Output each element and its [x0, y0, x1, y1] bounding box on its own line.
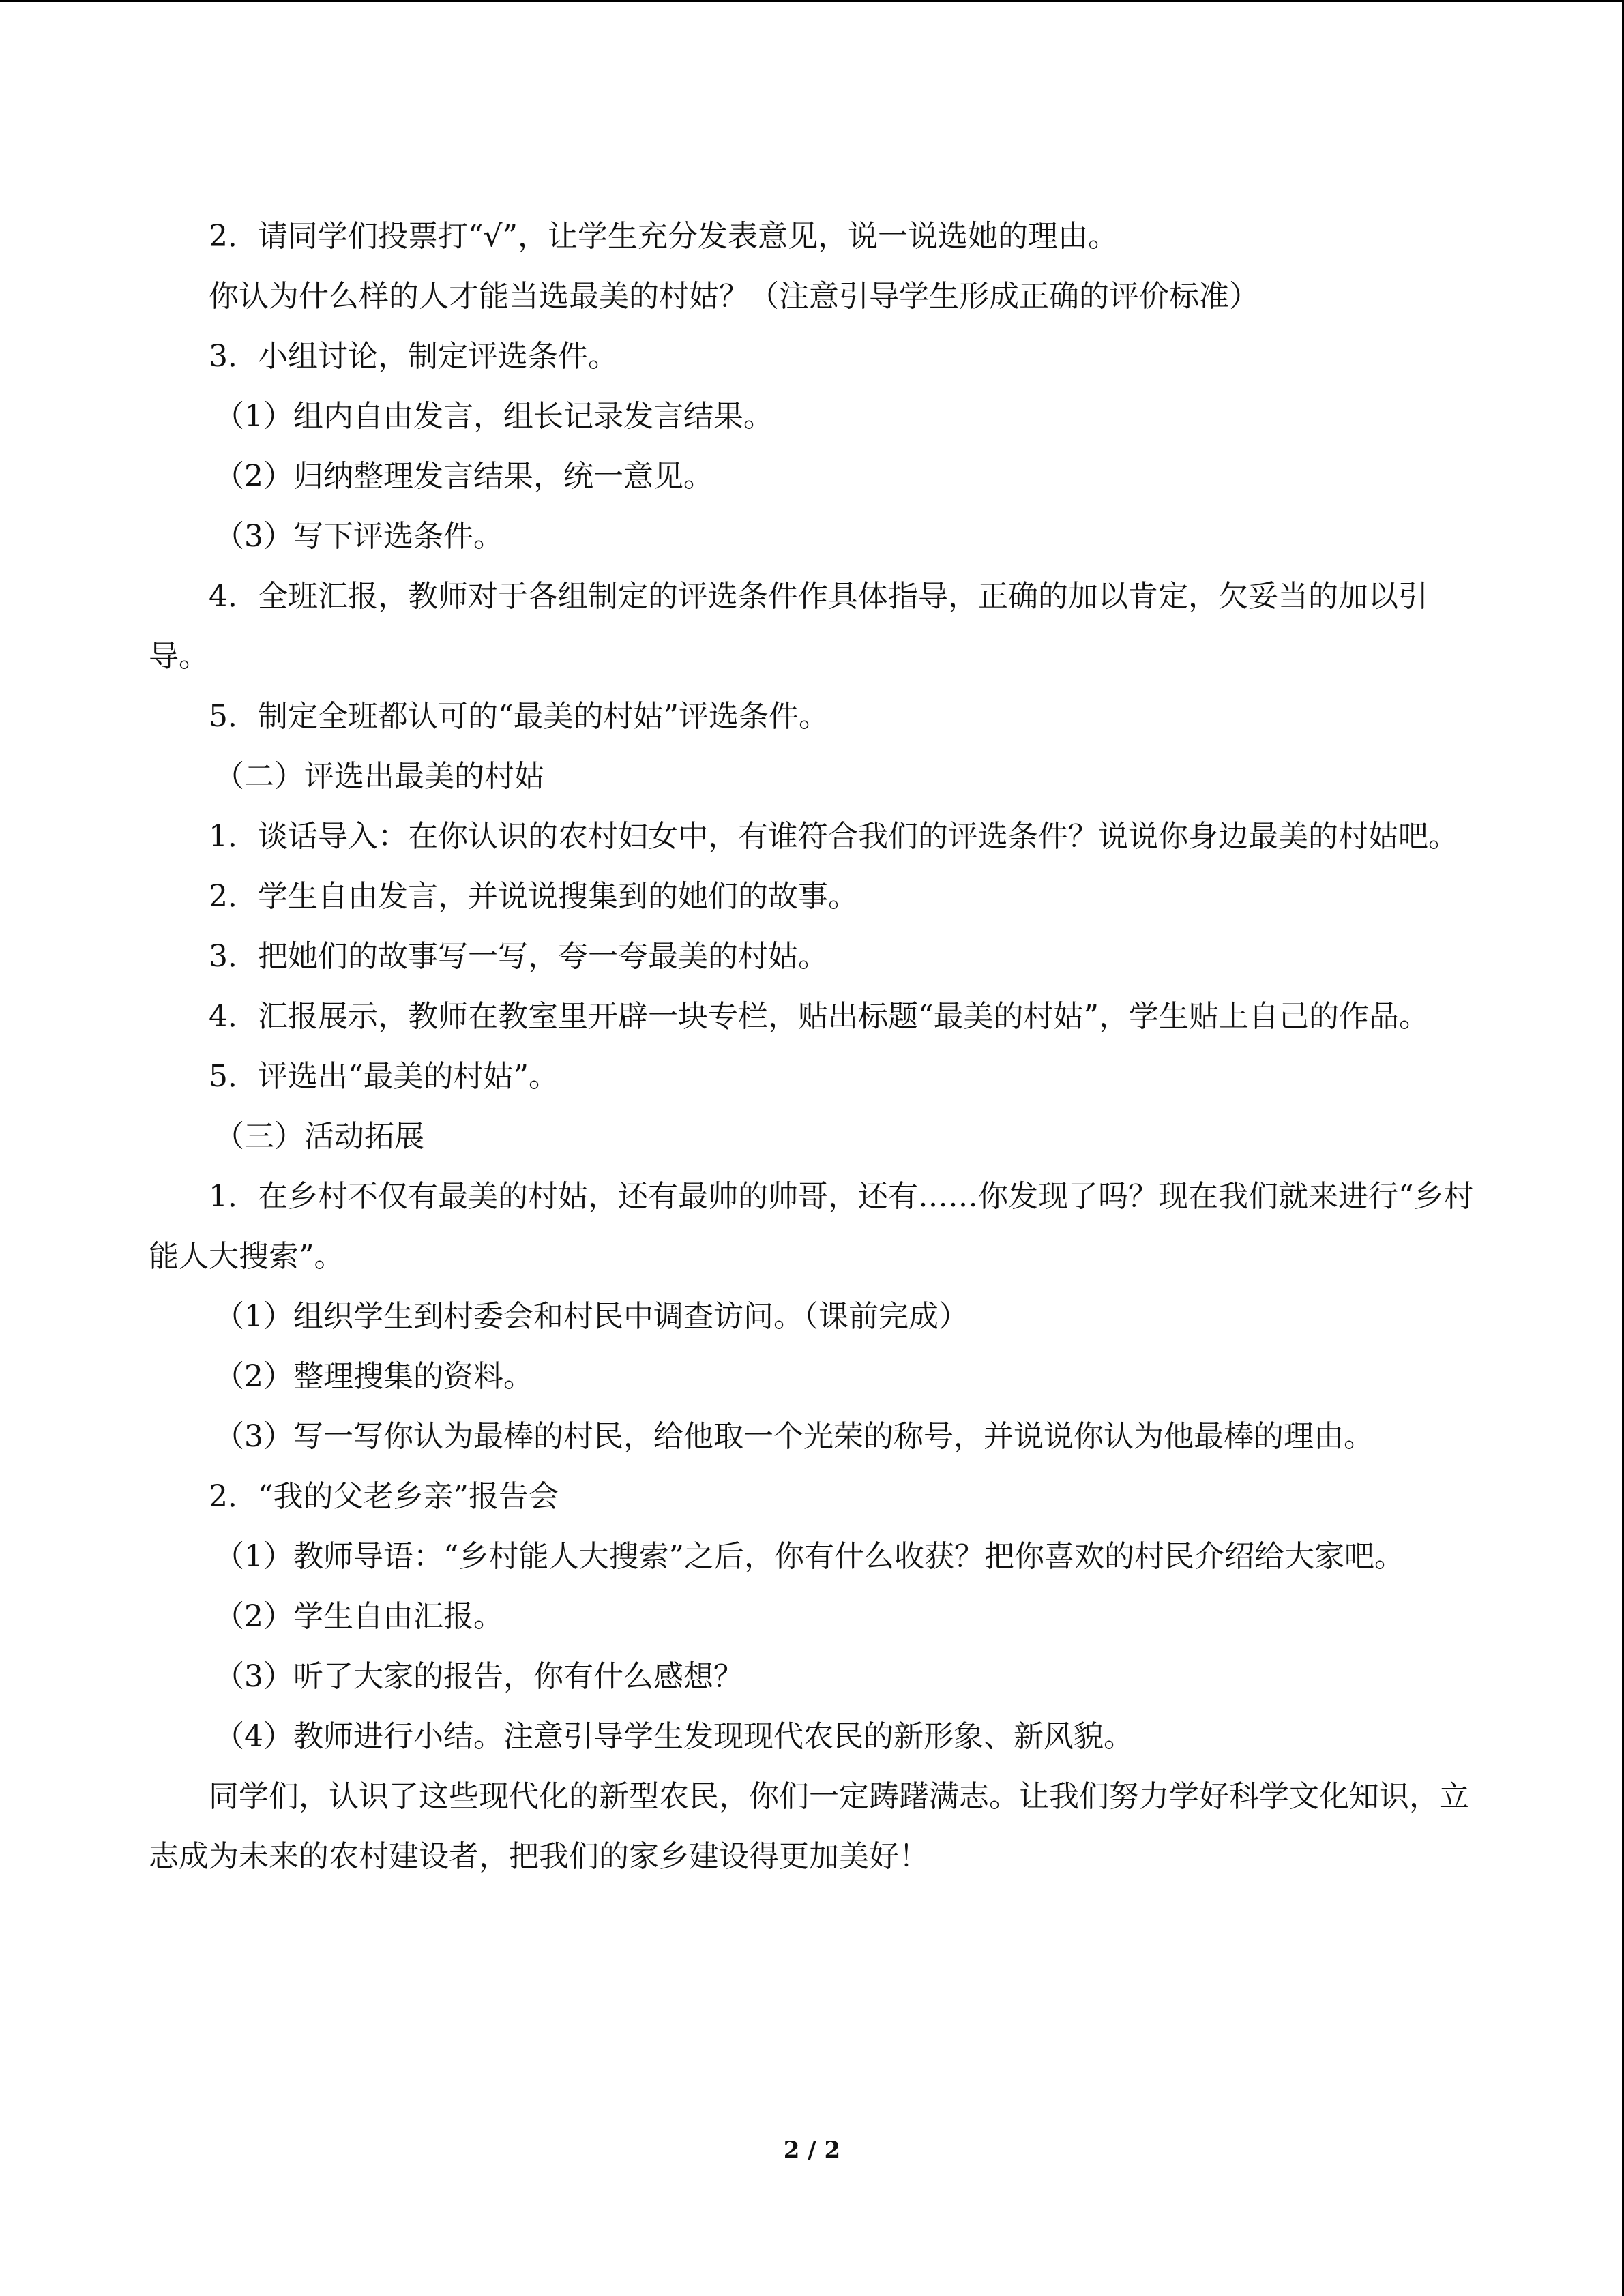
paragraph-teacher-guide: （1）教师导语：“乡村能人大搜索”之后，你有什么收获？把你喜欢的村民介绍给大家吧。: [214, 1539, 1404, 1574]
paragraph-free-speech: 2．学生自由发言，并说说搜集到的她们的故事。: [209, 879, 858, 914]
paragraph-group-discussion: 3．小组讨论，制定评选条件。: [209, 339, 618, 374]
paragraph-step-2: （2）归纳整理发言结果，统一意见。: [214, 459, 713, 494]
paragraph-step-3: （3）写下评选条件。: [214, 519, 503, 554]
paragraph-write-story: 3．把她们的故事写一写，夸一夸最美的村姑。: [209, 939, 828, 974]
paragraph-vote: 2．请同学们投票打“√”，让学生充分发表意见，说一说选她的理由。: [209, 219, 1119, 254]
paragraph-select: 5．评选出“最美的村姑”。: [209, 1059, 559, 1094]
paragraph-intro-talk: 1．谈话导入：在你认识的农村妇女中，有谁符合我们的评选条件？说说你身边最美的村姑吧。: [209, 819, 1458, 854]
paragraph-report-meeting: 2．“我的父老乡亲”报告会: [209, 1479, 559, 1514]
page-number: 2 / 2: [783, 2136, 841, 2164]
section-heading-2: （二）评选出最美的村姑: [214, 759, 544, 794]
section-heading-3: （三）活动拓展: [214, 1119, 424, 1154]
paragraph-question: 你认为什么样的人才能当选最美的村姑？（注意引导学生形成正确的评价标准）: [209, 279, 1259, 314]
paragraph-step-1: （1）组内自由发言，组长记录发言结果。: [214, 399, 773, 434]
paragraph-closing: 同学们，认识了这些现代化的新型农民，你们一定踌躇满志。让我们努力学好科学文化知识，立志成为未来的农村建设者，把我们的家乡建设得更加美好！: [149, 1779, 1469, 1874]
paragraph-student-report: （2）学生自由汇报。: [214, 1599, 503, 1634]
paragraph-village-search: 1．在乡村不仅有最美的村姑，还有最帅的帅哥，还有……你发现了吗？现在我们就来进行“乡村能人大搜索”。: [149, 1179, 1474, 1274]
paragraph-survey: （1）组织学生到村委会和村民中调查访问。（课前完成）: [214, 1299, 969, 1334]
paragraph-criteria: 5．制定全班都认可的“最美的村姑”评选条件。: [209, 699, 829, 734]
paragraph-display: 4．汇报展示，教师在教室里开辟一块专栏，贴出标题“最美的村姑”，学生贴上自己的作品。: [209, 999, 1429, 1034]
paragraph-summary: （4）教师进行小结。注意引导学生发现现代农民的新形象、新风貌。: [214, 1719, 1134, 1754]
paragraph-feelings: （3）听了大家的报告，你有什么感想？: [214, 1659, 743, 1694]
paragraph-write-villager: （3）写一写你认为最棒的村民，给他取一个光荣的称号，并说说你认为他最棒的理由。: [214, 1419, 1374, 1454]
paragraph-class-report: 4．全班汇报，教师对于各组制定的评选条件作具体指导，正确的加以肯定，欠妥当的加以引导。: [149, 579, 1428, 674]
document-body: [149, 207, 1476, 1887]
paragraph-organize: （2）整理搜集的资料。: [214, 1359, 533, 1394]
